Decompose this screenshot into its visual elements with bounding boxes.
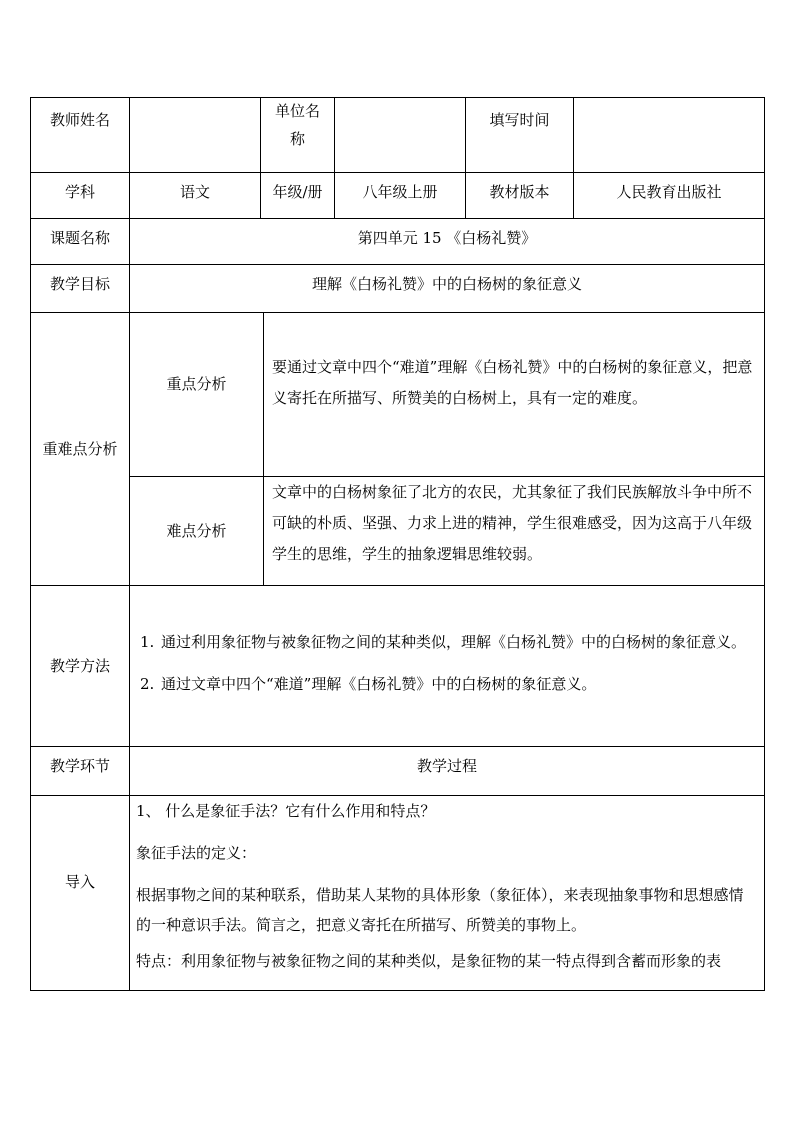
fill-time-value[interactable] bbox=[573, 97, 765, 173]
method-label-text: 教学方法 bbox=[49, 657, 110, 675]
hard-point-text bbox=[263, 476, 765, 586]
unit-name-label-text: 单位名称 bbox=[274, 102, 320, 148]
intro-question: 1、 什么是象征手法？它有什么作用和特点？ bbox=[136, 802, 436, 820]
teacher-name-label bbox=[30, 97, 130, 173]
subject-label bbox=[30, 172, 130, 219]
goal-value bbox=[129, 264, 765, 313]
process-content-header bbox=[129, 746, 765, 796]
intro-label bbox=[30, 795, 130, 991]
intro-definition-text: 根据事物之间的某种联系，借助某人某物的具体形象（象征体），来表现抽象事物和思想感情的一种意识手法。简言之，把意义寄托在所描写、所赞美的事物上。 bbox=[136, 886, 744, 934]
key-point-label bbox=[129, 312, 264, 477]
teacher-name-value[interactable] bbox=[129, 97, 261, 173]
key-point-paragraph: 要通过文章中四个“难道”理解《白杨礼赞》中的白杨树的象征意义，把意义寄托在所描写、所赞美的白杨树上，具有一定的难度。 bbox=[272, 358, 753, 407]
goal-value-text: 理解《白杨礼赞》中的白杨树的象征意义 bbox=[311, 275, 582, 293]
method-item-text: 通过文章中四个“难道”理解《白杨礼赞》中的白杨树的象征意义。 bbox=[161, 675, 597, 693]
subject-value-text: 语文 bbox=[179, 183, 210, 201]
method-item-text: 通过利用象征物与被象征物之间的某种类似，理解《白杨礼赞》中的白杨树的象征意义。 bbox=[161, 633, 747, 651]
goal-label-text: 教学目标 bbox=[49, 275, 110, 293]
method-item-number: 1. bbox=[140, 633, 155, 651]
grade-value-text: 八年级上册 bbox=[362, 183, 438, 201]
intro-feature-text: 特点：利用象征物与被象征物之间的某种类似，是象征物的某一特点得到含蓄而形象的表 bbox=[136, 952, 722, 970]
topic-label bbox=[30, 218, 130, 265]
topic-value-text: 第四单元 15 《白杨礼赞》 bbox=[357, 229, 537, 247]
edition-value bbox=[573, 172, 765, 219]
subject-value bbox=[129, 172, 261, 219]
method-label bbox=[30, 585, 130, 747]
subject-label-text: 学科 bbox=[64, 183, 95, 201]
process-content-header-text: 教学过程 bbox=[416, 757, 477, 775]
intro-definition-title: 象征手法的定义： bbox=[136, 844, 257, 862]
bottom-border bbox=[30, 990, 765, 991]
topic-label-text: 课题名称 bbox=[49, 229, 110, 247]
analysis-label-text: 重难点分析 bbox=[42, 440, 118, 458]
method-list bbox=[134, 626, 758, 700]
teacher-name-label-text: 教师姓名 bbox=[49, 111, 110, 129]
grade-label bbox=[260, 172, 335, 219]
goal-label bbox=[30, 264, 130, 313]
hard-point-paragraph: 文章中的白杨树象征了北方的农民，尤其象征了我们民族解放斗争中所不可缺的朴质、坚强、力求上进的精神，学生很难感受，因为这高于八年级学生的思维，学生的抽象逻辑思维较弱。 bbox=[272, 483, 753, 563]
method-item-number: 2. bbox=[140, 675, 155, 693]
topic-value bbox=[129, 218, 765, 265]
method-content bbox=[129, 585, 765, 747]
grade-value bbox=[334, 172, 466, 219]
intro-label-text: 导入 bbox=[64, 873, 95, 891]
process-step-header bbox=[30, 746, 130, 796]
unit-name-value[interactable] bbox=[334, 97, 466, 173]
edition-value-text: 人民教育出版社 bbox=[616, 183, 722, 201]
edition-label bbox=[465, 172, 574, 219]
method-item bbox=[134, 668, 758, 700]
edition-label-text: 教材版本 bbox=[489, 183, 550, 201]
unit-name-label bbox=[260, 97, 335, 173]
fill-time-label bbox=[465, 97, 574, 173]
hard-point-label-text: 难点分析 bbox=[166, 522, 227, 540]
key-point-text bbox=[263, 312, 765, 477]
hard-point-label bbox=[129, 476, 264, 586]
grade-label-text: 年级/册 bbox=[272, 183, 323, 201]
process-step-header-text: 教学环节 bbox=[49, 757, 110, 775]
method-item bbox=[134, 626, 758, 658]
key-point-label-text: 重点分析 bbox=[166, 375, 227, 393]
fill-time-label-text: 填写时间 bbox=[489, 111, 550, 129]
analysis-label bbox=[30, 312, 130, 586]
intro-content bbox=[129, 795, 765, 991]
